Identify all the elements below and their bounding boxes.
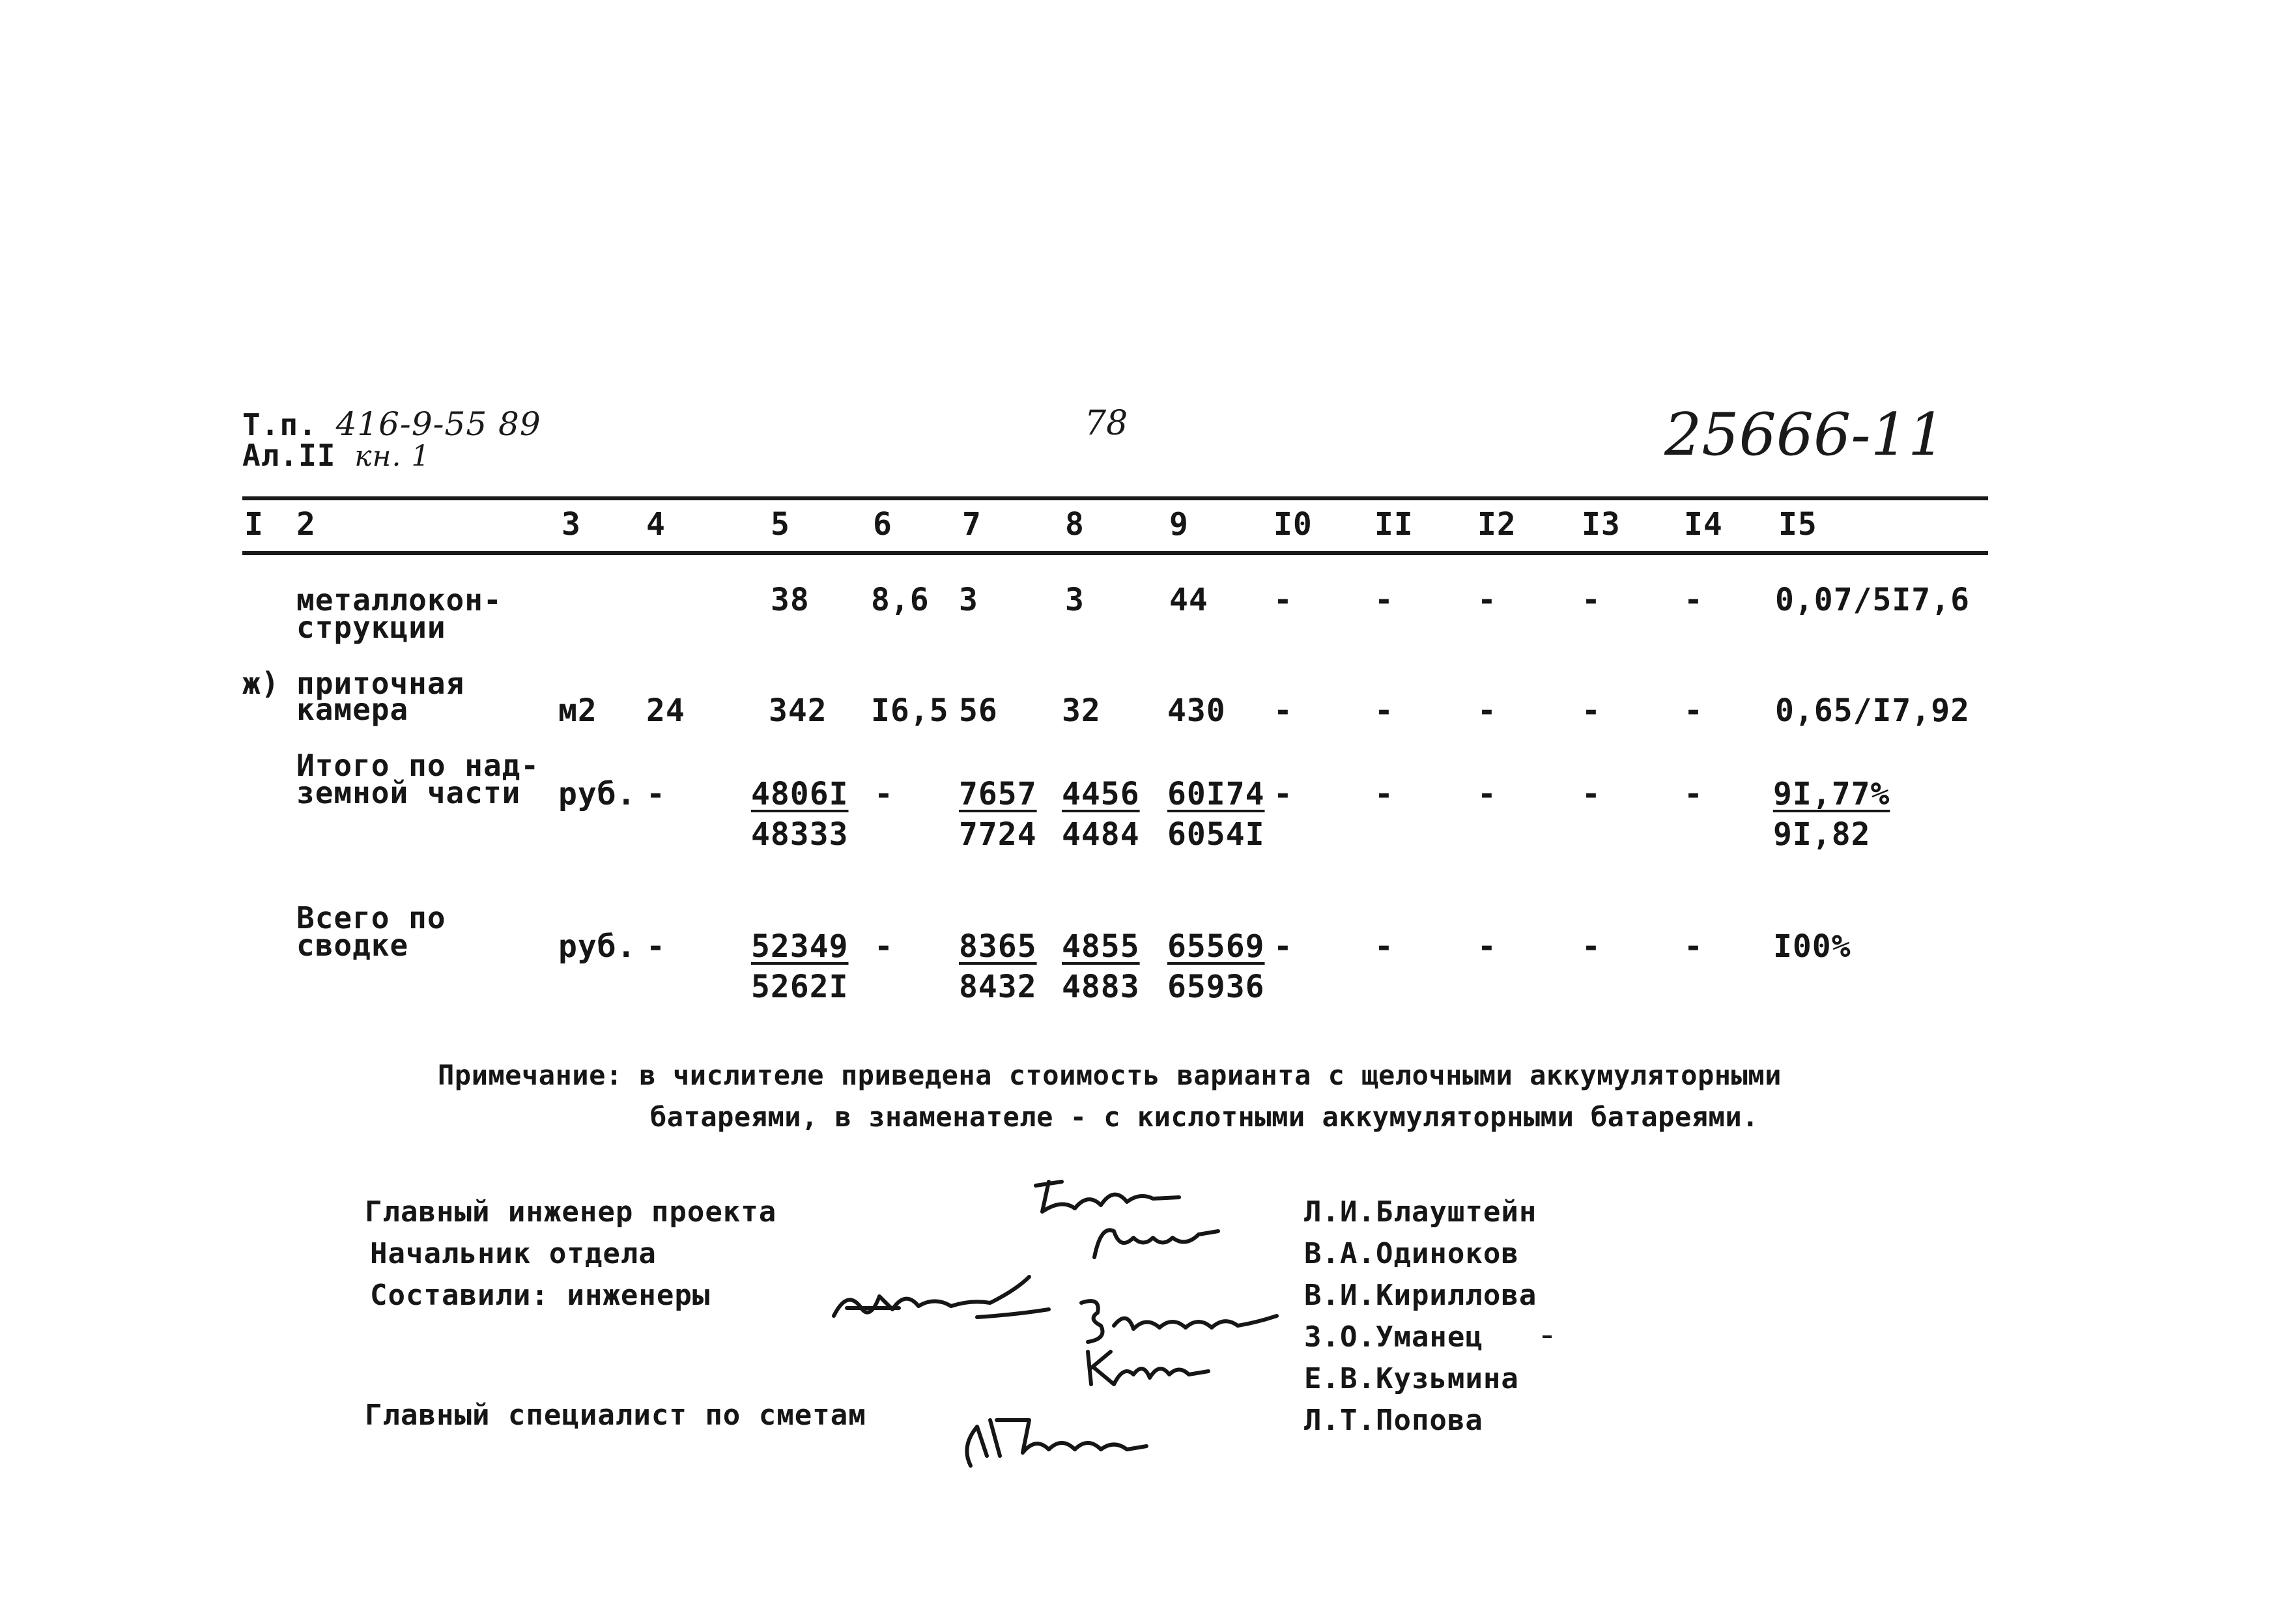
signature-department-head (1081, 1212, 1238, 1270)
cell-col4: - (646, 928, 666, 965)
cell-col12: - (1477, 692, 1497, 729)
cell-col9-denominator: 6054I (1167, 816, 1265, 853)
cell-col15-numerator: 9I,77% (1773, 776, 1890, 812)
cell-col13: - (1582, 928, 1601, 965)
signer-name: Л.Т.Попова (1304, 1404, 1483, 1437)
cell-col13: - (1582, 776, 1601, 812)
cell-col4: 24 (646, 692, 685, 729)
album-printed: Ал.II (242, 438, 336, 473)
doc-code-line1 (242, 405, 541, 443)
note-line2: батареями, в знаменателе - с кислотными аккумуляторными батареями. (650, 1101, 1759, 1133)
cell-col9: 44 (1169, 582, 1208, 618)
cell-col7-denominator: 8432 (959, 969, 1037, 1005)
row-name-line2: камера (296, 692, 409, 727)
column-number: 8 (1065, 506, 1085, 543)
column-number: 5 (771, 506, 790, 543)
column-number: I4 (1684, 506, 1723, 543)
role-chief-engineer: Главный инженер проекта (365, 1195, 777, 1229)
cell-col8: 32 (1062, 692, 1101, 729)
page-number: 78 (1085, 404, 1128, 443)
signature-chief-estimator (951, 1401, 1173, 1479)
cell-col5: 38 (771, 582, 810, 618)
row-name-line2: земной части (296, 775, 521, 810)
cell-col7-numerator: 8365 (959, 928, 1037, 965)
cell-unit: руб. (558, 928, 636, 965)
signer-name: В.А.Одиноков (1304, 1237, 1519, 1270)
row-name-line2: струкции (296, 610, 446, 645)
signer-name: Е.В.Кузьмина (1304, 1362, 1519, 1395)
cell-col14: - (1684, 692, 1703, 729)
doc-code-printed: Т.п. (242, 407, 317, 442)
stray-dash (1543, 1335, 1552, 1338)
cell-col8-numerator: 4855 (1062, 928, 1140, 965)
cell-col10: - (1274, 776, 1293, 812)
cell-col7: 3 (959, 582, 978, 618)
column-number: I0 (1274, 506, 1313, 543)
cell-col8-numerator: 4456 (1062, 776, 1140, 812)
column-number: I3 (1582, 506, 1621, 543)
signer-name: В.И.Кириллова (1304, 1279, 1537, 1312)
cell-col12: - (1477, 776, 1497, 812)
table-top-rule (242, 496, 1988, 500)
cell-col7: 56 (959, 692, 998, 729)
book-handwritten: кн. 1 (354, 440, 431, 473)
cell-col8: 3 (1065, 582, 1085, 618)
cell-col5-denominator: 5262I (751, 969, 849, 1005)
cell-col11: - (1374, 776, 1394, 812)
cell-col14: - (1684, 928, 1703, 965)
cell-col15-denominator: 9I,82 (1773, 816, 1871, 853)
inventory-number: 25666-11 (1664, 401, 1946, 469)
cell-col6: 8,6 (871, 582, 930, 618)
cell-col14: - (1684, 776, 1703, 812)
cell-col11: - (1374, 692, 1394, 729)
cell-col5: 342 (769, 692, 827, 729)
signature-engineer-kirillova (821, 1270, 1068, 1342)
row-name-line2: сводке (296, 928, 409, 963)
cell-col5-denominator: 48333 (751, 816, 849, 853)
cell-col4: - (646, 776, 666, 812)
note-line1: Примечание: в числителе приведена стоимость варианта с щелочными аккумуляторными (438, 1059, 1782, 1091)
signer-name: Л.И.Блауштейн (1304, 1195, 1537, 1229)
cell-unit: руб. (558, 776, 636, 812)
cell-col15: 0,65/I7,92 (1775, 692, 1970, 729)
cell-col6: I6,5 (871, 692, 949, 729)
column-number: 6 (873, 506, 892, 543)
cell-col9: 430 (1167, 692, 1226, 729)
cell-col12: - (1477, 582, 1497, 618)
doc-code-line2 (242, 440, 430, 472)
cell-col6: - (874, 776, 894, 812)
signature-engineer-kuzmina (1075, 1339, 1225, 1397)
column-number: 3 (562, 506, 581, 543)
cell-col6: - (874, 928, 894, 965)
cell-col11: - (1374, 582, 1394, 618)
cell-col13: - (1582, 582, 1601, 618)
column-number: I2 (1477, 506, 1516, 543)
column-number: 4 (646, 506, 666, 543)
cell-col13: - (1582, 692, 1601, 729)
column-number: II (1374, 506, 1414, 543)
cell-col10: - (1274, 928, 1293, 965)
role-compiled-by: Составили: инженеры (370, 1279, 711, 1312)
cell-col8-denominator: 4484 (1062, 816, 1140, 853)
row-marker: ж) (242, 666, 280, 701)
row-name-line1: приточная (296, 666, 465, 701)
cell-unit: м2 (558, 692, 597, 729)
cell-col5-numerator: 52349 (751, 928, 849, 965)
doc-code-handwritten: 416-9-55 89 (335, 405, 541, 443)
cell-col10: - (1274, 692, 1293, 729)
cell-col15: I00% (1773, 928, 1851, 965)
row-name-line1: металлокон- (296, 582, 502, 618)
cell-col14: - (1684, 582, 1703, 618)
cell-col7-denominator: 7724 (959, 816, 1037, 853)
cell-col10: - (1274, 582, 1293, 618)
cell-col12: - (1477, 928, 1497, 965)
row-name-line1: Всего по (296, 900, 446, 935)
table-header-rule (242, 551, 1988, 555)
role-chief-estimator: Главный специалист по сметам (365, 1399, 866, 1432)
column-number: 9 (1169, 506, 1189, 543)
column-number: I5 (1778, 506, 1817, 543)
role-department-head: Начальник отдела (370, 1237, 657, 1270)
signer-name: З.О.Уманец (1304, 1320, 1483, 1354)
cell-col8-denominator: 4883 (1062, 969, 1140, 1005)
cell-col9-denominator: 65936 (1167, 969, 1265, 1005)
cell-col11: - (1374, 928, 1394, 965)
cell-col15: 0,07/5I7,6 (1775, 582, 1970, 618)
row-name-line1: Итого по над- (296, 748, 540, 783)
cell-col9-numerator: 65569 (1167, 928, 1265, 965)
cell-col9-numerator: 60I74 (1167, 776, 1265, 812)
column-number: 2 (296, 506, 316, 543)
cell-col5-numerator: 4806I (751, 776, 849, 812)
column-number: 7 (962, 506, 982, 543)
column-number: I (244, 506, 264, 543)
cell-col7-numerator: 7657 (959, 776, 1037, 812)
